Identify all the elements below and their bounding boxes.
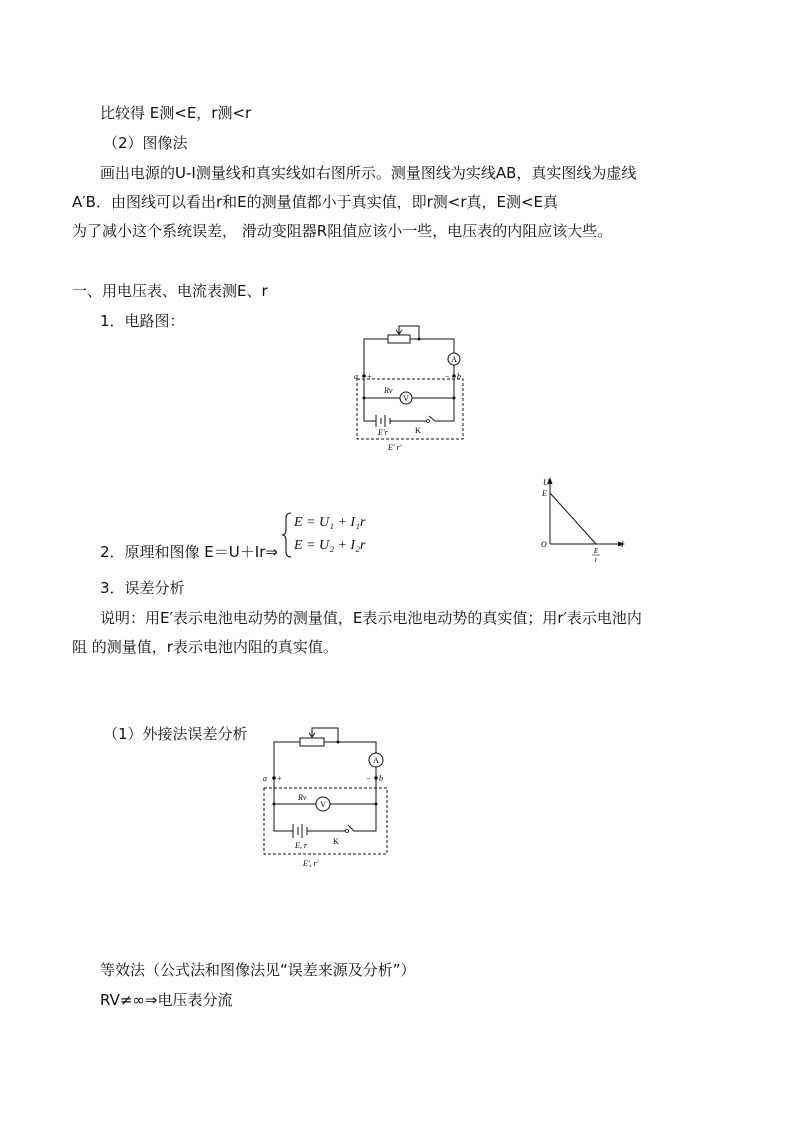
circuit2-ammeter-label: A <box>373 756 379 765</box>
graph-x-label: I <box>621 540 624 549</box>
para-graph-1: 画出电源的U-I测量线和真实线如右图所示。测量图线为实线AB，真实图线为虚线 <box>100 164 637 182</box>
heading-graph-method: （2）图像法 <box>103 134 188 152</box>
equation-brace <box>281 512 293 558</box>
circuit-diagram-2 <box>258 718 398 873</box>
circuit2-switch-label: K <box>333 837 339 846</box>
circuit1-box-label: E′ r′ <box>388 443 402 452</box>
circuit2-rv-label: Rv <box>298 793 307 802</box>
circuit1-rv-label: Rv <box>384 386 393 395</box>
graph-e-label: E <box>542 489 547 498</box>
item-circuit-diagram: 1．电路图： <box>100 312 185 330</box>
rv-line: RV≠∞⇒电压表分流 <box>100 991 233 1009</box>
circuit-diagram-1 <box>348 318 478 458</box>
circuit1-plus: + <box>367 372 372 381</box>
graph-y-label: U <box>543 478 549 487</box>
circuit2-voltmeter-label: V <box>320 800 326 809</box>
circuit2-battery-label: E, r <box>295 841 307 850</box>
item-error-analysis: 3．误差分析 <box>100 579 185 597</box>
graph-x-intercept-num: E <box>593 547 599 555</box>
ui-graph <box>536 474 636 566</box>
explain-line-2: 阻 的测量值，r表示电池内阻的真实值。 <box>72 638 338 656</box>
circuit2-minus: − <box>366 774 371 783</box>
circuit2-node-a: a <box>263 774 267 783</box>
circuit1-voltmeter-label: V <box>403 394 409 403</box>
graph-x-intercept-den: r <box>594 556 598 564</box>
circuit1-node-b: b <box>457 372 461 381</box>
para-graph-2: A′B．由图线可以看出r和E的测量值都小于真实值，即r测<r真，E测<E真 <box>72 193 559 211</box>
compare-line: 比较得 E测<E，r测<r <box>100 104 252 122</box>
section-title: 一、用电压表、电流表测E、r <box>72 282 268 300</box>
circuit1-battery-label: E′r <box>378 428 388 437</box>
para-graph-3: 为了减小这个系统误差， 滑动变阻器R阻值应该小一些，电压表的内阻应该大些。 <box>72 222 613 240</box>
circuit2-plus: + <box>277 774 282 783</box>
equation-2: E = U₂ + I₂r <box>294 538 366 553</box>
circuit2-node-b: b <box>379 774 383 783</box>
equivalent-method-line: 等效法（公式法和图像法见“误差来源及分析”） <box>100 961 416 979</box>
equation-1: E = U₁ + I₁r <box>294 515 366 530</box>
circuit2-box-label: E′, r′ <box>303 859 319 868</box>
explain-line-1: 说明：用E′表示电池电动势的测量值，E表示电池电动势的真实值；用r′表示电池内 <box>100 609 642 627</box>
circuit1-minus: − <box>445 372 450 381</box>
circuit1-node-a: a <box>354 372 358 381</box>
circuit1-switch-label: K <box>415 426 421 435</box>
graph-origin: O <box>541 540 547 549</box>
item-principle: 2．原理和图像 E＝U＋Ir⇒ <box>100 543 278 561</box>
sub-heading-external: （1）外接法误差分析 <box>103 725 248 743</box>
circuit1-ammeter-label: A <box>451 355 457 364</box>
